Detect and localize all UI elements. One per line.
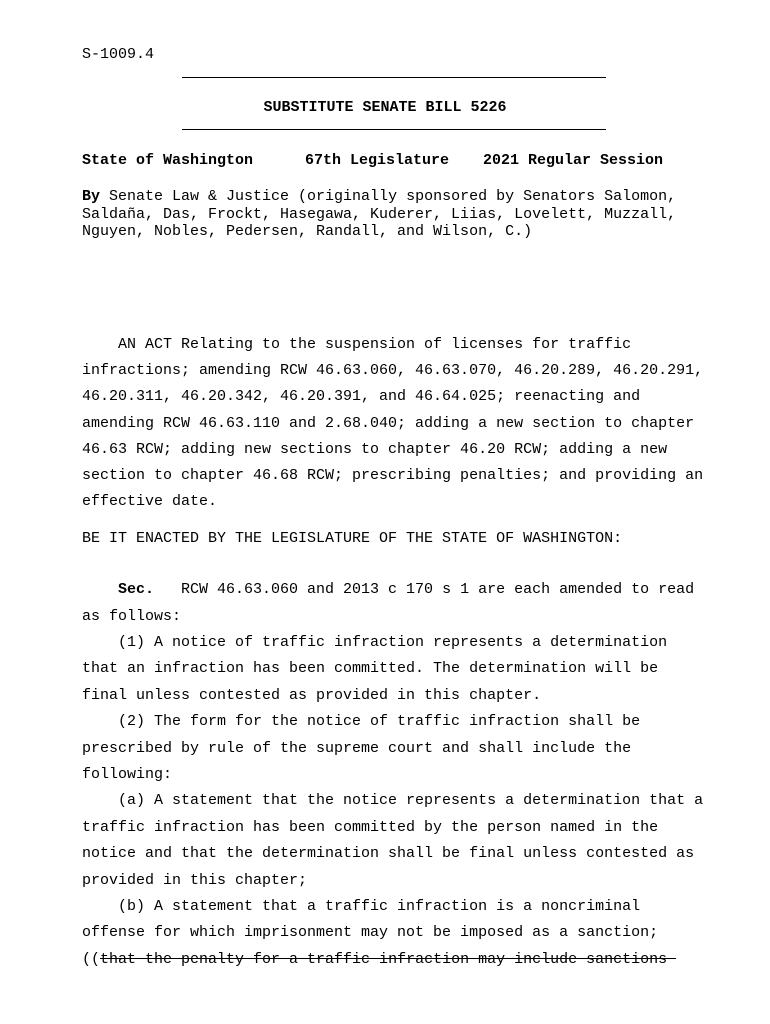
session-label: 2021 Regular Session bbox=[483, 152, 664, 169]
section-body-line: (1) A notice of traffic infraction represents a determination bbox=[82, 634, 668, 651]
act-line: amending RCW 46.63.110 and 2.68.040; adding a new section to chapter bbox=[82, 415, 695, 432]
section-body-line: provided in this chapter; bbox=[82, 872, 308, 889]
section-body-line: offense for which imprisonment may not be imposed as a sanction; bbox=[82, 924, 659, 941]
section-heading bbox=[118, 581, 694, 599]
section-body-line: following: bbox=[82, 766, 173, 783]
struck-line bbox=[82, 951, 676, 969]
section-label: Sec. bbox=[118, 581, 155, 598]
sponsor-by-label: By bbox=[82, 188, 101, 205]
section-body-line: (2) The form for the notice of traffic infraction shall be bbox=[82, 713, 641, 730]
title-rule-bottom bbox=[182, 129, 606, 130]
sponsor-text-1: Senate Law & Justice (originally sponsored by Senators Salomon, bbox=[100, 188, 677, 205]
act-line: section to chapter 46.68 RCW; prescribing penalties; and providing an bbox=[82, 467, 704, 484]
bill-title: SUBSTITUTE SENATE BILL 5226 bbox=[263, 99, 507, 116]
struck-text: that the penalty for a traffic infraction may include sanctions bbox=[100, 951, 677, 968]
section-body-line: final unless contested as provided in this chapter. bbox=[82, 687, 542, 704]
section-body-line: (b) A statement that a traffic infraction is a noncriminal bbox=[82, 898, 641, 915]
act-line: infractions; amending RCW 46.63.060, 46.63.070, 46.20.289, 46.20.291, bbox=[82, 362, 704, 379]
act-line: 46.20.311, 46.20.342, 46.20.391, and 46.64.025; reenacting and bbox=[82, 388, 641, 405]
enacting-clause: BE IT ENACTED BY THE LEGISLATURE OF THE STATE OF WASHINGTON: bbox=[82, 530, 623, 547]
title-rule-top bbox=[182, 77, 606, 78]
act-line: AN ACT Relating to the suspension of licenses for traffic bbox=[82, 336, 632, 353]
sponsor-line-2: Saldaña, Das, Frockt, Hasegawa, Kuderer, Liias, Lovelett, Muzzall, bbox=[82, 206, 677, 223]
legislature-label: 67th Legislature bbox=[305, 152, 450, 169]
act-line: 46.63 RCW; adding new sections to chapter 46.20 RCW; adding a new bbox=[82, 441, 668, 458]
section-heading-text: RCW 46.63.060 and 2013 c 170 s 1 are each amended to read bbox=[154, 581, 695, 598]
section-body-line: notice and that the determination shall be final unless contested as bbox=[82, 845, 695, 862]
sponsor-line-1 bbox=[82, 188, 676, 206]
state-label: State of Washington bbox=[82, 152, 254, 169]
section-heading-cont: as follows: bbox=[82, 608, 182, 625]
strike-open-parens: (( bbox=[82, 951, 101, 968]
document-code: S-1009.4 bbox=[82, 46, 155, 63]
section-body-line: (a) A statement that the notice represents a determination that a bbox=[82, 792, 704, 809]
section-body-line: traffic infraction has been committed by the person named in the bbox=[82, 819, 659, 836]
sponsor-line-3: Nguyen, Nobles, Pedersen, Randall, and Wilson, C.) bbox=[82, 223, 533, 240]
act-line: effective date. bbox=[82, 493, 218, 510]
section-body-line: that an infraction has been committed. The determination will be bbox=[82, 660, 659, 677]
section-body-line: prescribed by rule of the supreme court and shall include the bbox=[82, 740, 632, 757]
